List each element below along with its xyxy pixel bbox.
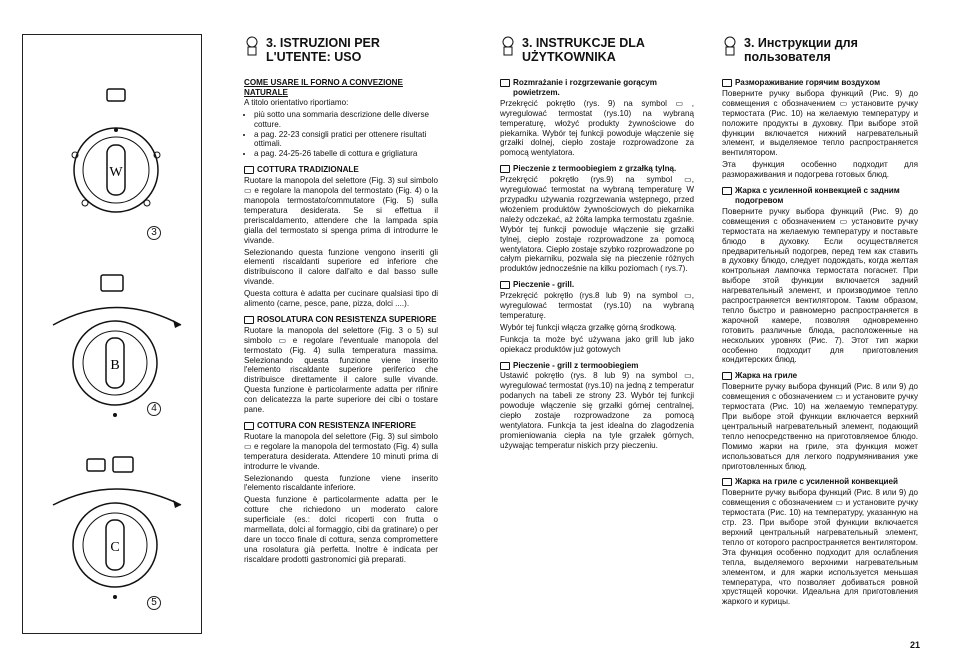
paragraph: Selezionando questa funzione viene inserito l'elemento riscaldante inferiore. bbox=[244, 473, 438, 493]
knob-letter-b: B bbox=[110, 358, 120, 373]
section-heading: Жарка на гриле с усиленной конвекцией bbox=[722, 477, 918, 487]
paragraph: Поверните ручку выбора функций (Рис. 9) до совмещения с обозначением ▭ установите ручку термостата (Рис. 10) на желаемую температуру и положите продукты в духовку. При выборе этой функции включается нижний нагревательный элемент, и выделяемое тепло распространяется вентилятором. bbox=[722, 88, 918, 158]
italian-title: 3. ISTRUZIONI PER L'UTENTE: USO bbox=[244, 36, 438, 64]
conventional-symbol-icon bbox=[107, 89, 125, 101]
polish-title: 3. INSTRUKCJE DLA UŻYTKOWNIKA bbox=[500, 36, 694, 64]
paragraph: Эта функция особенно подходит для размораживания и подогрева готовых блюд. bbox=[722, 160, 918, 180]
paragraph: Przekręcić pokrętło (rys. 9) na symbol ▭ , wyregulować termostat (rys.10) na wybraną temperaturę, włożyć produkty żywnościowe do piekarnika. Wybór tej funkcji powoduje włączenie się grzałki dolnej, ciepło zostaje rozprowadzone za pomocą wentylatora. bbox=[500, 98, 694, 158]
oven-symbol-icon bbox=[722, 187, 732, 195]
paragraph: Questa cottura è adatta per cucinare qualsiasi tipo di alimento (carne, pesce, pane, pizza, dolci ....). bbox=[244, 289, 438, 309]
polish-column bbox=[500, 36, 694, 453]
oven-symbol-icon bbox=[722, 478, 732, 486]
paragraph: Przekręcić pokrętło (rys.8 lub 9) na symbol ▭, wyregulować termostat (rys.10) na wybraną temperaturę. bbox=[500, 291, 694, 320]
fan-symbol-icon bbox=[101, 275, 123, 291]
bullet-1: • più sotto una sommaria descrizione delle diverse cotture. bbox=[254, 110, 438, 130]
oven-symbol-icon bbox=[722, 79, 732, 87]
intro-bullets bbox=[244, 110, 438, 160]
chef-icon bbox=[722, 36, 738, 56]
section-heading: Rozmrażanie i rozgrzewanie gorącym powietrzem. bbox=[500, 78, 694, 98]
oven-symbol-icon bbox=[500, 79, 510, 87]
figure-number-4: 4 bbox=[147, 402, 161, 416]
paragraph: Funkcja ta może być używana jako grill lub jako opiekacz produktów już gotowych bbox=[500, 334, 694, 354]
intro-lead: A titolo orientativo riportiamo: bbox=[244, 97, 349, 107]
bullet-3: • a pag. 24-25-26 tabelle di cottura e grigliatura bbox=[254, 149, 438, 159]
chef-icon bbox=[500, 36, 516, 56]
section-heading: Жарка на гриле bbox=[722, 371, 918, 381]
paragraph: Wybór tej funkcji włącza grzałkę górną środkową. bbox=[500, 322, 677, 332]
oven-symbol-icon bbox=[244, 422, 254, 430]
section-heading: COTTURA TRADIZIONALE bbox=[244, 165, 438, 175]
section-heading: Pieczenie - grill. bbox=[500, 280, 694, 290]
page-number: 21 bbox=[909, 640, 920, 650]
oven-symbol-icon bbox=[500, 281, 510, 289]
paragraph: Ruotare la manopola del selettore (Fig. 3) sul simbolo ▭ e regolare la manopola del termostato (Fig. 4) o la manopola termostato/commutatore (Fig. 5) sulla temperatura desiderata. Se si effettua il preriscaldamento, attendere che la lampada spia gialla del termostato si spenga prima di introdurre le vivande. bbox=[244, 176, 438, 245]
oven-symbol-icon bbox=[722, 372, 732, 380]
chef-icon bbox=[244, 36, 260, 56]
knob-letter-w: W bbox=[109, 165, 123, 180]
paragraph: Поверните ручку выбора функций (Рис. 8 или 9) до совмещения с обозначением ▭ и установите ручку термостата (Рис. 10) на температуру, указанную на стр. 23. При выборе этой функции включается верхний центральный нагревательный элемент, тепло от которого распространяется вентилятором. Эта функция особенно подходит для ослабления тепла, выделяемого верхними нагревательным элементом, и для жарки используется меньшая температура, что позволяет добиваться ровной хрустящей корочки. Идеальна для приготовления жаркого и курицы. bbox=[722, 488, 918, 607]
paragraph: Ruotare la manopola del selettore (Fig. 3 o 5) sul simbolo ▭ e regolare l'eventuale manopola del termostato (Fig. 4) sulla temperatura massima. Selezionando questa funzione viene inserito l'elemento riscaldante superiore periferico che distribuisce direttamente il calore sulle vivande. Questa funzione è particolarmente adatta per rifinire con delicatezza la parte superiore dei cibi o tostare pane. bbox=[244, 325, 438, 415]
intro-heading: COME USARE IL FORNO A CONVEZIONE NATURALE bbox=[244, 78, 403, 97]
section-heading: Размораживание горячим воздухом bbox=[722, 78, 918, 88]
figure-column bbox=[22, 34, 202, 634]
figure-number-5: 5 bbox=[147, 596, 161, 610]
russian-column bbox=[722, 36, 918, 609]
italian-column bbox=[244, 36, 438, 567]
section-heading: Жарка с усиленной конвекцией с задним подогревом bbox=[722, 186, 918, 206]
paragraph: Selezionando questa funzione vengono inseriti gli elementi riscaldanti superiore ed inferiore che distribuiscono il calore dall'alto e dal basso sulle vivande. bbox=[244, 247, 438, 287]
knob-letter-c: C bbox=[110, 540, 120, 555]
paragraph: Questa funzione è particolarmente adatta per le cotture che richiedono un moderato calore superficiale (es.: dolci ricoperti con frutta o marmellata, dolci al formaggio, cibi da gratinare) o per dare un tocco finale di cottura, senza compromettere una rosolatura già perfetta. Inoltre è indicata per riscaldare prodotti gastronomici già preparati. bbox=[244, 495, 438, 564]
figure-number-3: 3 bbox=[147, 226, 161, 240]
oven-symbol-icon bbox=[244, 316, 254, 324]
paragraph: Przekręcić pokrętło (rys.9) na symbol ▭, wyregulować termostat na wybraną temperaturę W przypadku używania rozgrzewania wstępnego, przed włożeniem produktów żywnościowych do piekarnika należy odczekać, aż żółta lampka termostatu zgaśnie. Wybór tej funkcji powoduje włączenie się grzałki tylnej, ciepło zostaje rozprowadzone za pomocą wentylatora. Ciepło zostaje szybko rozprowadzone po całym piekarniku, pozwala się na pieczenie różnych produktów jednocześnie na kilku poziomach ( rys.7). bbox=[500, 175, 694, 274]
paragraph: Ustawić pokrętło (rys. 8 lub 9) na symbol ▭, wyregulować termostat (rys.10) na jedną z temperatur podanych na tabeli ze strony 23. Wybór tej funkcji powoduje włączenie się grzałki górnej centralnej, ciepło zostaje rozprowadzone za pomocą wentylatora. Funkcja ta jest idealna do zlagodzenia promieniowania ciepła na tyle grzałek górnych, używając temperatur niskich przy pieczeniu. bbox=[500, 371, 694, 450]
oven-symbol-icon bbox=[500, 165, 510, 173]
oven-symbol-icon bbox=[244, 166, 254, 174]
section-heading: Pieczenie z termoobiegiem z grzałką tylną. bbox=[500, 164, 694, 174]
russian-title: 3. Инструкции для пользователя bbox=[722, 36, 918, 64]
bullet-2: • a pag. 22-23 consigli pratici per ottenere risultati ottimali. bbox=[254, 130, 438, 150]
section-heading: COTTURA CON RESISTENZA INFERIORE bbox=[244, 421, 438, 431]
paragraph: Поверните ручку выбора функций (Рис. 9) до совмещения с обозначением ▭ установите ручку термостата на желаемую температуру и поставьте блюдо в духовку. Если осуществляется предварительный подогрев, перед тем как ставить в духовку блюдо, следует подождать, когда желтая контрольная лампочка термостата погаснет. При выборе этой функции включается задний нагревательный элемент, и производимое тепло распространяется вентилятором. Таким образом, тепло быстро и равномерно распространяется в жарочной камере, позволяя одновременно готовить различные блюда, расположенные на нескольких уровнях (Рис. 7). Этот тип жарки особенно подходит для приготовления кондитерских блюд. bbox=[722, 206, 918, 365]
section-heading: Pieczenie - grill z termoobiegiem bbox=[500, 361, 694, 371]
oven-symbol-icon bbox=[500, 362, 510, 370]
paragraph: Ruotare la manopola del selettore (Fig. 3) sul simbolo ▭ e regolare la manopola del termostato (Fig. 4) sulla temperatura desiderata. Attendere 10 minuti prima di introdurre le vivande. bbox=[244, 431, 438, 471]
oven-knobs-illustration bbox=[23, 35, 201, 633]
paragraph: Поверните ручку выбора функций (Рис. 8 или 9) до совмещения с обозначением ▭ и установите ручку термостата (Рис. 10) на желаемую температуру. При выборе этой функции включается верхний центральный нагревательный элемент, подающий тепло непосредственно на приготовляемое блюдо. Помимо жарки на гриле, эта функция может использоваться для легкого подрумянивания уже приготовленных блюд. bbox=[722, 382, 918, 471]
section-heading: ROSOLATURA CON RESISTENZA SUPERIORE bbox=[244, 315, 438, 325]
